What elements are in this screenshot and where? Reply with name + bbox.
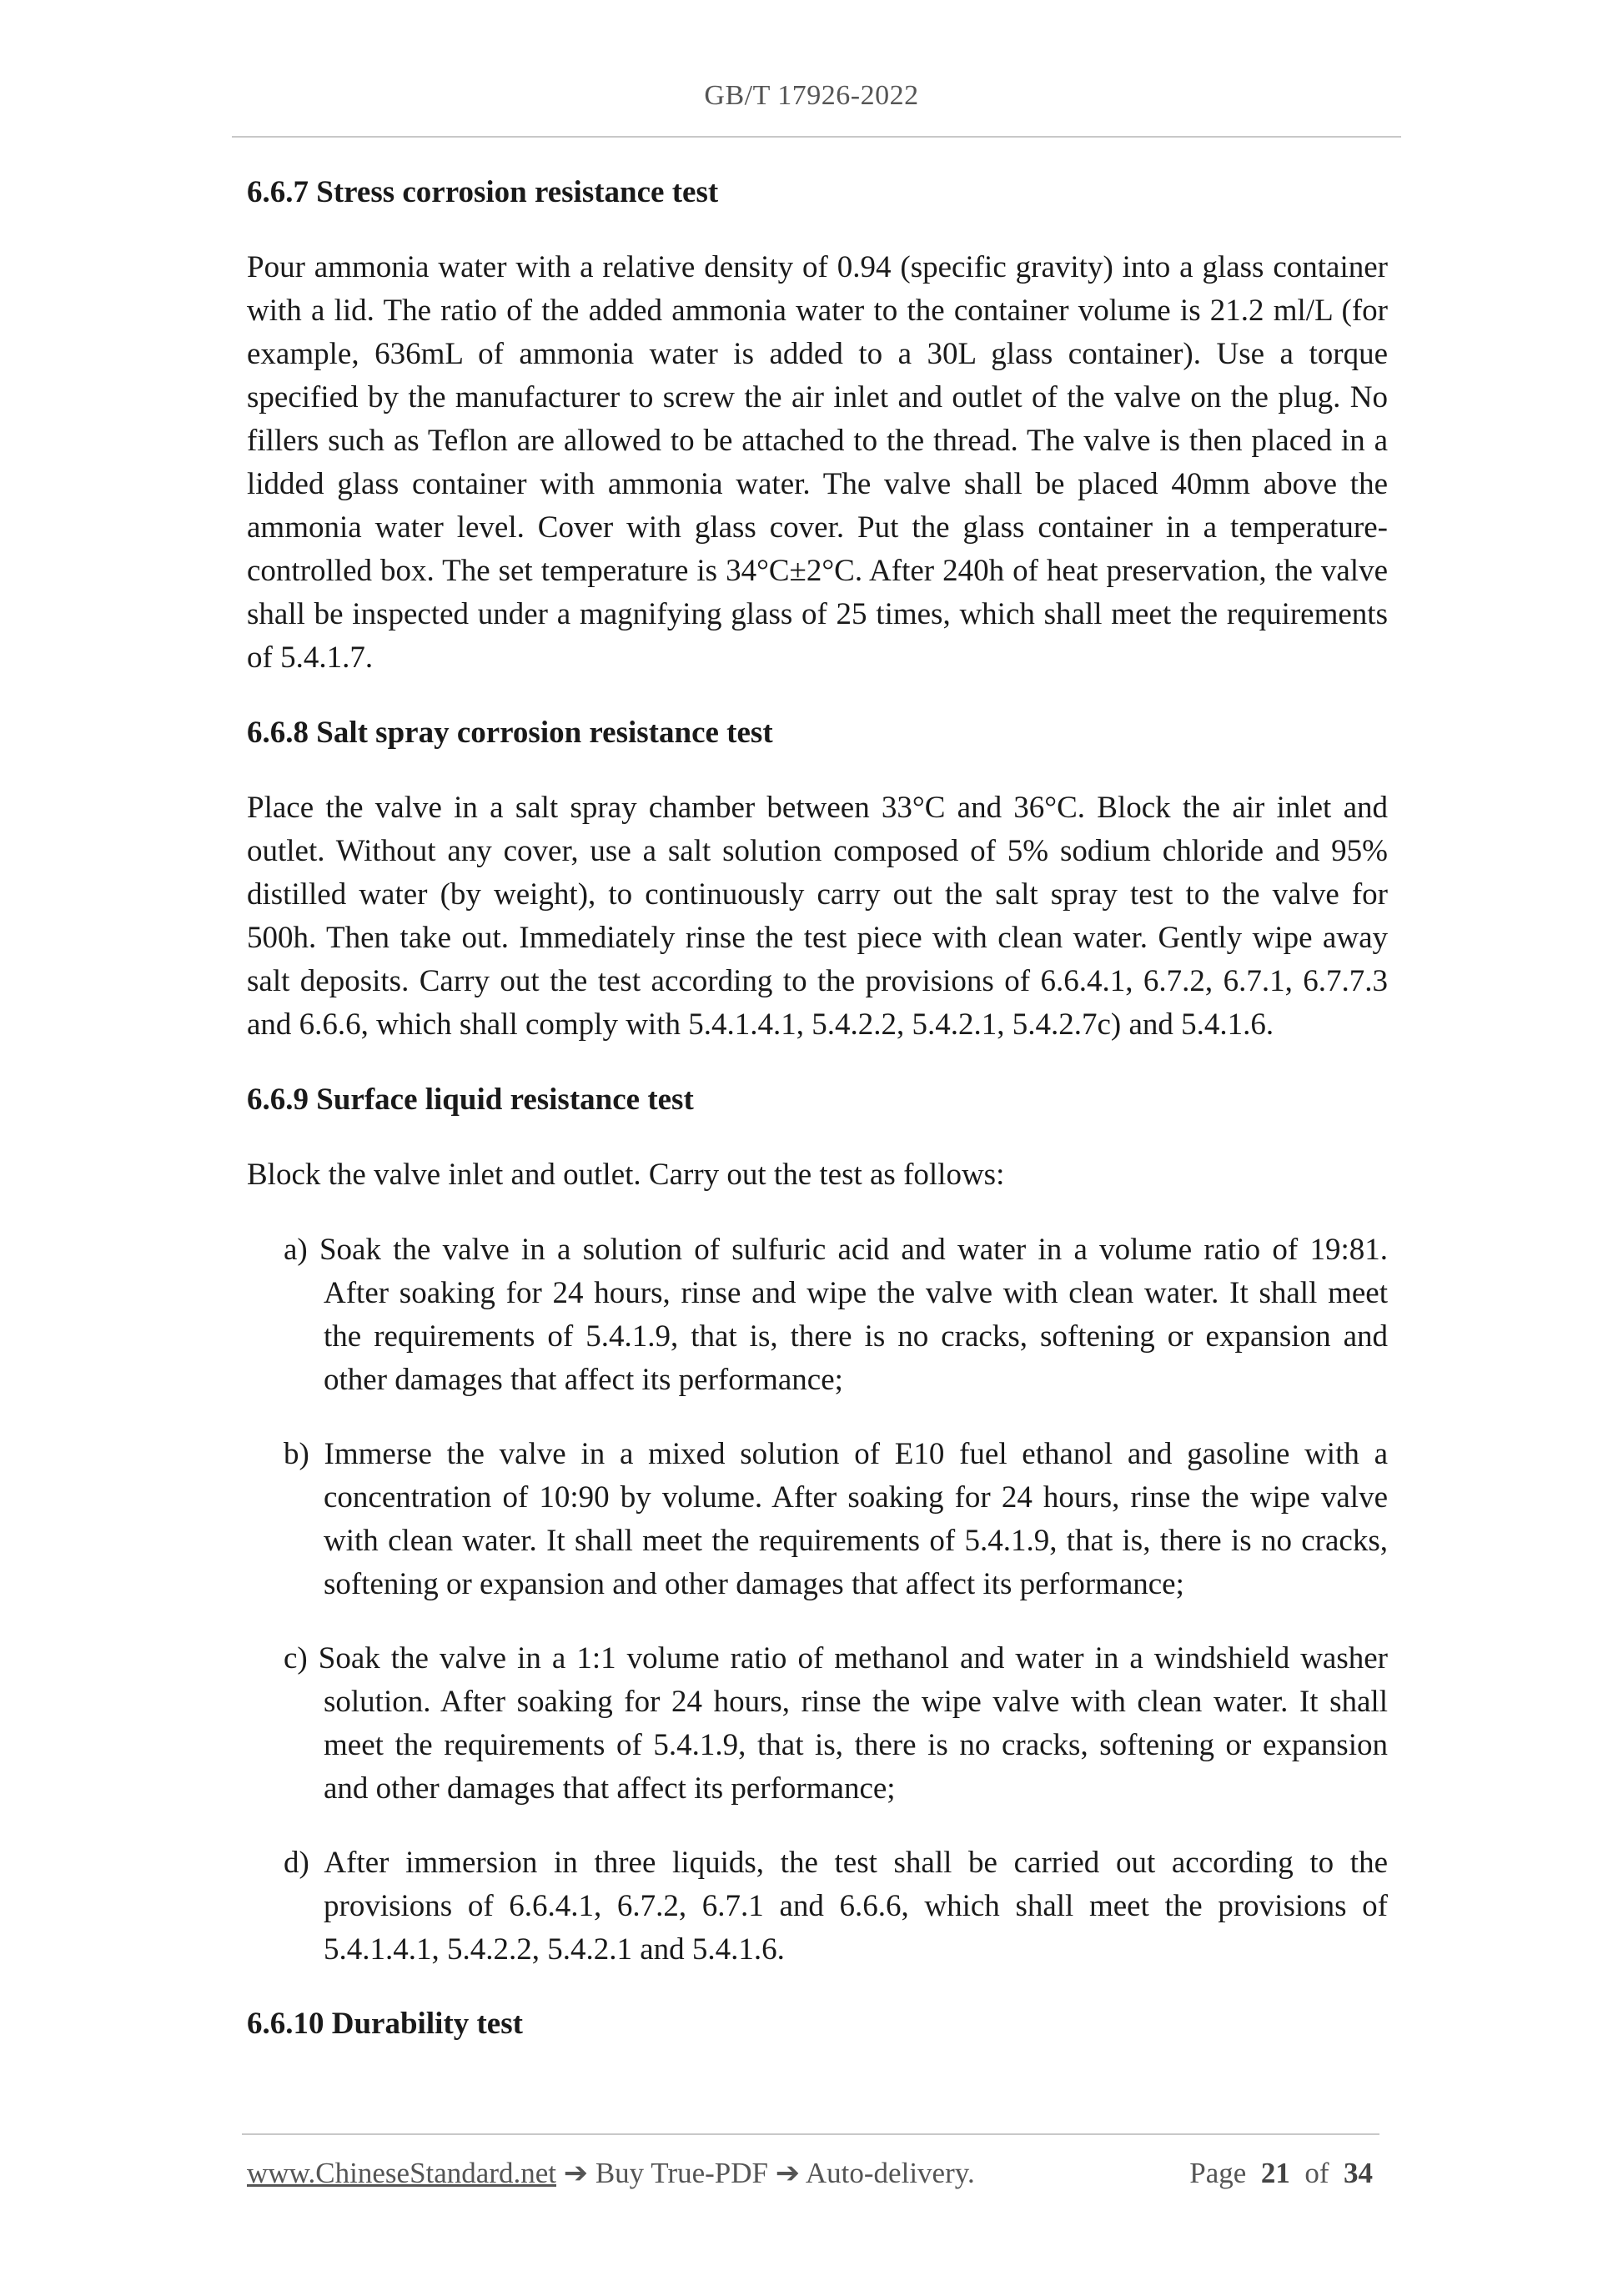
total-pages: 34 — [1344, 2157, 1373, 2189]
paragraph-stress-corrosion: Pour ammonia water with a relative density of 0.94 (specific gravity) into a glass container with a lid. The ratio of the added ammonia water to the container volume is 21.2 ml/L (for example, 636mL of ammonia water is added to a 30L glass container). Use a torque specified by the manufacturer to screw the air inlet and outlet of the valve on the plug. No fillers such as Teflon are allowed to be attached to the thread. The valve is then placed in a lidded glass container with ammonia water. The valve shall be placed 40mm above the ammonia water level. Cover with glass cover. Put the glass container in a temperature-controlled box. The set temperature is 34°C±2°C. After 240h of heat preservation, the valve shall be inspected under a magnifying glass of 25 times, which shall meet the requirements of 5.4.1.7. — [247, 250, 1388, 675]
list-item-b: b) Immerse the valve in a mixed solution of E10 fuel ethanol and gasoline with a concentration of 10:90 by volume. After soaking for 24 hours, rinse the wipe valve with clean water. It shall meet the requirements of 5.4.1.9, that is, there is no cracks, softening or expansion and other damages that affect its performance; — [284, 1437, 1388, 1601]
footer-promo — [247, 2157, 975, 2190]
list-item-c: c) Soak the valve in a 1:1 volume ratio of methanol and water in a windshield washer solution. After soaking for 24 hours, rinse the wipe valve with clean water. It shall meet the requirements of 5.4.1.9, that is, there is no cracks, softening or expansion and other damages that affect its performance; — [284, 1641, 1388, 1806]
header-divider — [232, 136, 1401, 138]
buy-text: Buy True-PDF — [595, 2157, 768, 2189]
site-link[interactable]: www.ChineseStandard.net — [247, 2157, 556, 2189]
arrow-right-icon: ➔ — [563, 2157, 589, 2189]
section-heading-6-6-8: 6.6.8 Salt spray corrosion resistance test — [247, 716, 773, 750]
section-heading-6-6-7: 6.6.7 Stress corrosion resistance test — [247, 175, 719, 209]
page-label: Page — [1189, 2157, 1247, 2189]
page-indicator — [1189, 2157, 1373, 2190]
list-item-d: d) After immersion in three liquids, the test shall be carried out according to the provisions of 6.6.4.1, 6.7.2, 6.7.1 and 6.6.6, which shall meet the provisions of 5.4.1.4.1, 5.4.2.2, 5.4.2.1 and 5.4.1.6. — [284, 1846, 1388, 1967]
arrow-right-icon: ➔ — [775, 2157, 801, 2189]
section-heading-6-6-9: 6.6.9 Surface liquid resistance test — [247, 1083, 694, 1117]
paragraph-salt-spray: Place the valve in a salt spray chamber between 33°C and 36°C. Block the air inlet and outlet. Without any cover, use a salt solution composed of 5% sodium chloride and 95% distilled water (by weight), to continuously carry out the salt spray test to the valve for 500h. Then take out. Immediately rinse the test piece with clean water. Gently wipe away salt deposits. Carry out the test according to the provisions of 6.6.4.1, 6.7.2, 6.7.1, 6.7.7.3 and 6.6.6, which shall comply with 5.4.1.4.1, 5.4.2.2, 5.4.2.1, 5.4.2.7c) and 5.4.1.6. — [247, 791, 1388, 1042]
page-number: 21 — [1260, 2157, 1290, 2189]
document-header: GB/T 17926-2022 — [704, 80, 919, 111]
footer-divider — [242, 2133, 1379, 2135]
delivery-text: Auto-delivery. — [805, 2157, 975, 2189]
page-footer — [247, 2157, 1381, 2198]
document-body — [247, 171, 1388, 2077]
list-item-a: a) Soak the valve in a solution of sulfuric acid and water in a volume ratio of 19:81. After soaking for 24 hours, rinse and wipe the valve with clean water. It shall meet the requirements of 5.4.1.9, that is, there is no cracks, softening or expansion and other damages that affect its performance; — [284, 1233, 1388, 1397]
section-heading-6-6-10: 6.6.10 Durability test — [247, 2007, 523, 2041]
of-label: of — [1304, 2157, 1329, 2189]
paragraph-surface-liquid-intro: Block the valve inlet and outlet. Carry out the test as follows: — [247, 1158, 1005, 1192]
